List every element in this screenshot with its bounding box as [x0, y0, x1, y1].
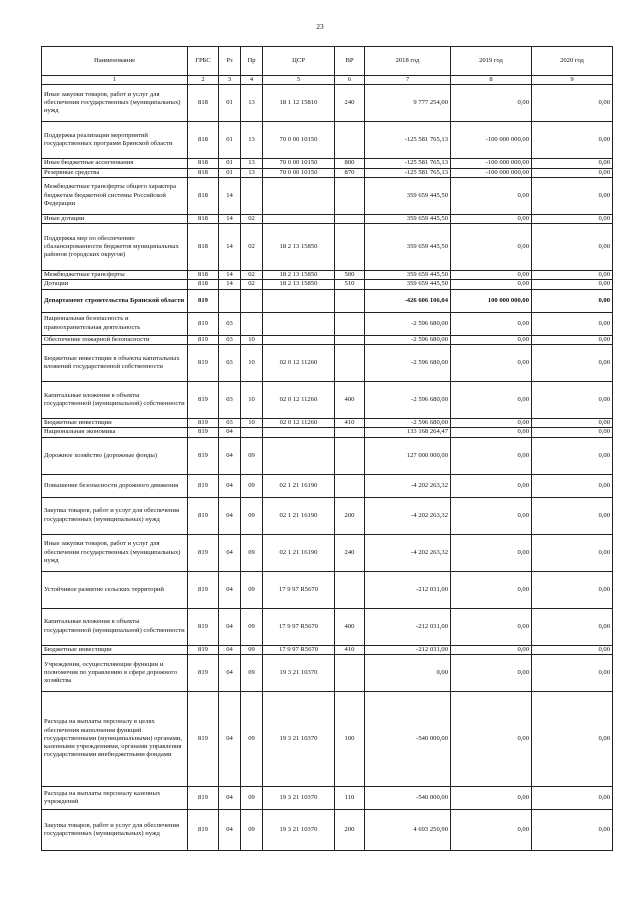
row-2020: 0,00	[532, 809, 613, 850]
row-2018: 4 693 250,90	[365, 809, 451, 850]
table-row	[42, 437, 613, 474]
row-2019: 0,00	[451, 419, 532, 428]
row-2019: 0,00	[451, 85, 532, 122]
row-2019: 0,00	[451, 786, 532, 809]
column-number: 3	[219, 76, 241, 85]
row-pr: 09	[241, 497, 263, 534]
row-vr	[335, 345, 365, 382]
row-csr: 18 2 13 15850	[263, 280, 335, 289]
row-rz: 04	[219, 691, 241, 786]
table-row	[42, 214, 613, 223]
row-2020: 0,00	[532, 280, 613, 289]
row-rz: 04	[219, 571, 241, 608]
row-2018: -125 581 765,13	[365, 122, 451, 159]
row-name: Повышение безопасности дорожного движения	[42, 474, 188, 497]
column-number: 2	[188, 76, 219, 85]
row-2018: 359 659 445,50	[365, 271, 451, 280]
row-name: Обеспечение пожарной безопасности	[42, 335, 188, 344]
row-name: Капитальные вложения в объекты государственной (муниципальной) собственности	[42, 608, 188, 645]
header-name: Наименование	[42, 47, 188, 76]
row-2019: 0,00	[451, 608, 532, 645]
row-name: Иные закупки товаров, работ и услуг для обеспечения государственных (муниципальных) нужд	[42, 85, 188, 122]
row-csr: 02 1 21 16190	[263, 534, 335, 571]
row-csr: 02 0 12 11260	[263, 419, 335, 428]
row-2020: 0,00	[532, 224, 613, 271]
row-vr: 400	[335, 608, 365, 645]
row-csr: 70 0 00 10150	[263, 159, 335, 168]
row-rz: 03	[219, 419, 241, 428]
row-2019: 0,00	[451, 280, 532, 289]
column-number: 9	[532, 76, 613, 85]
table-row	[42, 122, 613, 159]
row-pr	[241, 428, 263, 437]
row-vr: 110	[335, 786, 365, 809]
table-row	[42, 474, 613, 497]
row-csr	[263, 214, 335, 223]
row-rz: 14	[219, 224, 241, 271]
row-2018: -2 596 680,00	[365, 335, 451, 344]
row-name: Поддержка мер по обеспечению сбалансированности бюджетов муниципальных районов (городских округов)	[42, 224, 188, 271]
row-pr: 09	[241, 571, 263, 608]
table-row	[42, 312, 613, 335]
row-2018: -4 202 263,32	[365, 534, 451, 571]
row-csr	[263, 177, 335, 214]
row-grbs: 819	[188, 419, 219, 428]
row-grbs: 818	[188, 280, 219, 289]
row-grbs: 819	[188, 571, 219, 608]
row-2020: 0,00	[532, 654, 613, 691]
row-rz: 14	[219, 271, 241, 280]
row-2018: -2 596 680,00	[365, 312, 451, 335]
row-2018: -4 202 263,32	[365, 497, 451, 534]
table-row	[42, 809, 613, 850]
row-grbs: 818	[188, 271, 219, 280]
row-grbs: 819	[188, 534, 219, 571]
row-grbs: 819	[188, 382, 219, 419]
header-csr: ЦСР	[263, 47, 335, 76]
row-pr: 10	[241, 419, 263, 428]
row-csr: 18 2 13 15850	[263, 224, 335, 271]
row-name: Бюджетные инвестиции в объекты капитальных вложений государственной собственности	[42, 345, 188, 382]
row-vr: 400	[335, 382, 365, 419]
column-number: 5	[263, 76, 335, 85]
row-name: Дорожное хозяйство (дорожные фонды)	[42, 437, 188, 474]
row-vr: 410	[335, 645, 365, 654]
row-csr: 70 0 00 10150	[263, 122, 335, 159]
row-2020: 0,00	[532, 289, 613, 312]
row-name: Поддержка реализации мероприятий государственных программ Брянской области	[42, 122, 188, 159]
row-grbs: 819	[188, 345, 219, 382]
row-pr: 09	[241, 437, 263, 474]
row-csr: 02 1 21 16190	[263, 474, 335, 497]
row-rz: 14	[219, 177, 241, 214]
table-row	[42, 168, 613, 177]
row-2019: 0,00	[451, 645, 532, 654]
row-pr: 13	[241, 168, 263, 177]
row-pr: 09	[241, 645, 263, 654]
row-grbs: 819	[188, 437, 219, 474]
row-name: Капитальные вложения в объекты государственной (муниципальной) собственности	[42, 382, 188, 419]
row-vr	[335, 214, 365, 223]
row-2020: 0,00	[532, 345, 613, 382]
row-pr	[241, 177, 263, 214]
row-vr	[335, 122, 365, 159]
row-vr: 100	[335, 691, 365, 786]
row-vr: 200	[335, 809, 365, 850]
row-2020: 0,00	[532, 168, 613, 177]
row-2019: -100 000 000,00	[451, 122, 532, 159]
row-2018: -212 031,00	[365, 608, 451, 645]
row-2018: 359 659 445,50	[365, 280, 451, 289]
row-2019: 0,00	[451, 312, 532, 335]
row-rz: 04	[219, 474, 241, 497]
row-pr: 09	[241, 786, 263, 809]
row-vr: 240	[335, 85, 365, 122]
row-csr: 02 0 12 11260	[263, 382, 335, 419]
row-vr: 500	[335, 271, 365, 280]
row-grbs: 819	[188, 289, 219, 312]
table-row	[42, 691, 613, 786]
table-row	[42, 289, 613, 312]
row-2020: 0,00	[532, 312, 613, 335]
row-csr	[263, 312, 335, 335]
row-csr: 17 9 97 R5670	[263, 645, 335, 654]
row-2018: -540 000,00	[365, 691, 451, 786]
row-2019: -100 000 000,00	[451, 168, 532, 177]
row-csr	[263, 289, 335, 312]
row-name: Учреждения, осуществляющие функции и полномочия по управлению в сфере дорожного хозяйства	[42, 654, 188, 691]
header-2020: 2020 год	[532, 47, 613, 76]
row-grbs: 819	[188, 608, 219, 645]
budget-table	[41, 46, 613, 851]
header-grbs: ГРБС	[188, 47, 219, 76]
column-number: 1	[42, 76, 188, 85]
row-grbs: 819	[188, 428, 219, 437]
row-grbs: 818	[188, 85, 219, 122]
row-rz: 01	[219, 85, 241, 122]
row-rz: 03	[219, 345, 241, 382]
row-2020: 0,00	[532, 159, 613, 168]
row-2019: 0,00	[451, 497, 532, 534]
row-name: Устойчивое развитие сельских территорий	[42, 571, 188, 608]
column-number: 7	[365, 76, 451, 85]
row-2019: 0,00	[451, 335, 532, 344]
row-name: Межбюджетные трансферты общего характера бюджетам бюджетной системы Российской Федерации	[42, 177, 188, 214]
row-vr: 200	[335, 497, 365, 534]
row-rz	[219, 289, 241, 312]
column-number: 4	[241, 76, 263, 85]
row-2018: -2 596 680,00	[365, 419, 451, 428]
row-csr: 19 3 21 10370	[263, 786, 335, 809]
header-pr: Пр	[241, 47, 263, 76]
row-rz: 04	[219, 786, 241, 809]
row-csr: 02 1 21 16190	[263, 497, 335, 534]
table-row	[42, 786, 613, 809]
row-rz: 01	[219, 168, 241, 177]
row-2020: 0,00	[532, 335, 613, 344]
row-2018: -2 596 680,00	[365, 345, 451, 382]
row-grbs: 818	[188, 177, 219, 214]
row-2019: 0,00	[451, 214, 532, 223]
row-grbs: 818	[188, 224, 219, 271]
row-pr: 09	[241, 608, 263, 645]
row-2019: 0,00	[451, 691, 532, 786]
row-grbs: 819	[188, 645, 219, 654]
row-2019: -100 000 000,00	[451, 159, 532, 168]
table-row	[42, 85, 613, 122]
row-pr: 02	[241, 280, 263, 289]
row-rz: 04	[219, 437, 241, 474]
row-csr	[263, 437, 335, 474]
row-grbs: 818	[188, 159, 219, 168]
row-name: Иные дотации	[42, 214, 188, 223]
table-row	[42, 571, 613, 608]
row-2020: 0,00	[532, 271, 613, 280]
row-vr	[335, 654, 365, 691]
table-row	[42, 345, 613, 382]
row-2020: 0,00	[532, 497, 613, 534]
row-2018: 359 659 445,50	[365, 214, 451, 223]
row-pr: 10	[241, 345, 263, 382]
row-2019: 0,00	[451, 382, 532, 419]
table-row	[42, 645, 613, 654]
row-2018: 133 168 264,47	[365, 428, 451, 437]
row-2019: 100 000 000,00	[451, 289, 532, 312]
row-2019: 0,00	[451, 345, 532, 382]
row-pr: 13	[241, 85, 263, 122]
row-pr: 10	[241, 382, 263, 419]
row-csr: 02 0 12 11260	[263, 345, 335, 382]
row-2018: -125 581 765,13	[365, 168, 451, 177]
table-row	[42, 177, 613, 214]
table-body	[42, 85, 613, 851]
row-2019: 0,00	[451, 654, 532, 691]
column-number-row	[42, 76, 613, 85]
row-grbs: 818	[188, 122, 219, 159]
page-number: 23	[316, 22, 324, 31]
row-2020: 0,00	[532, 382, 613, 419]
row-grbs: 819	[188, 474, 219, 497]
row-name: Национальная экономика	[42, 428, 188, 437]
row-vr	[335, 224, 365, 271]
row-name: Бюджетные инвестиции	[42, 645, 188, 654]
row-2020: 0,00	[532, 437, 613, 474]
row-2020: 0,00	[532, 428, 613, 437]
row-2019: 0,00	[451, 474, 532, 497]
row-vr: 510	[335, 280, 365, 289]
row-csr: 17 9 97 R5670	[263, 608, 335, 645]
row-rz: 04	[219, 645, 241, 654]
row-2020: 0,00	[532, 85, 613, 122]
table-row	[42, 280, 613, 289]
header-2018: 2018 год	[365, 47, 451, 76]
table-row	[42, 271, 613, 280]
row-pr: 09	[241, 809, 263, 850]
row-pr: 09	[241, 474, 263, 497]
row-vr	[335, 177, 365, 214]
row-rz: 04	[219, 534, 241, 571]
row-2019: 0,00	[451, 571, 532, 608]
row-name: Бюджетные инвестиции	[42, 419, 188, 428]
row-pr: 02	[241, 271, 263, 280]
row-vr: 240	[335, 534, 365, 571]
row-vr	[335, 428, 365, 437]
row-grbs: 819	[188, 691, 219, 786]
row-rz: 03	[219, 335, 241, 344]
row-vr: 410	[335, 419, 365, 428]
table-row	[42, 428, 613, 437]
row-rz: 14	[219, 214, 241, 223]
row-pr: 10	[241, 335, 263, 344]
row-2020: 0,00	[532, 214, 613, 223]
row-2020: 0,00	[532, 691, 613, 786]
row-2018: -4 202 263,32	[365, 474, 451, 497]
row-2019: 0,00	[451, 809, 532, 850]
row-grbs: 818	[188, 214, 219, 223]
row-rz: 14	[219, 280, 241, 289]
row-name: Расходы на выплаты персоналу казенных учреждений	[42, 786, 188, 809]
row-grbs: 819	[188, 335, 219, 344]
row-name: Межбюджетные трансферты	[42, 271, 188, 280]
row-vr: 800	[335, 159, 365, 168]
row-vr	[335, 312, 365, 335]
table-row	[42, 159, 613, 168]
table-row	[42, 654, 613, 691]
table-row	[42, 419, 613, 428]
row-2018: 0,00	[365, 654, 451, 691]
row-2019: 0,00	[451, 534, 532, 571]
row-2018: -2 596 680,00	[365, 382, 451, 419]
header-2019: 2019 год	[451, 47, 532, 76]
row-name: Расходы на выплаты персоналу в целях обеспечения выполнения функций государственными (муниципальными) органами, казенными учреждениями, органами управления государственными внебюджетными фондами	[42, 691, 188, 786]
row-2020: 0,00	[532, 608, 613, 645]
row-vr	[335, 571, 365, 608]
row-2020: 0,00	[532, 645, 613, 654]
row-2018: -426 606 106,04	[365, 289, 451, 312]
row-2019: 0,00	[451, 428, 532, 437]
row-name: Дотации	[42, 280, 188, 289]
row-csr: 70 0 00 10150	[263, 168, 335, 177]
row-grbs: 819	[188, 809, 219, 850]
row-csr: 17 9 97 R5670	[263, 571, 335, 608]
row-2018: 359 659 445,50	[365, 224, 451, 271]
row-rz: 01	[219, 122, 241, 159]
row-name: Национальная безопасность и правоохранительная деятельность	[42, 312, 188, 335]
row-2018: -212 031,00	[365, 645, 451, 654]
row-pr: 13	[241, 159, 263, 168]
row-2019: 0,00	[451, 224, 532, 271]
row-2018: -212 031,00	[365, 571, 451, 608]
row-pr: 09	[241, 534, 263, 571]
row-name: Департамент строительства Брянской области	[42, 289, 188, 312]
row-grbs: 818	[188, 168, 219, 177]
table-row	[42, 608, 613, 645]
table-row	[42, 497, 613, 534]
column-number: 6	[335, 76, 365, 85]
row-pr: 09	[241, 691, 263, 786]
row-vr: 870	[335, 168, 365, 177]
table-row	[42, 382, 613, 419]
row-name: Закупка товаров, работ и услуг для обеспечения государственных (муниципальных) нужд	[42, 497, 188, 534]
row-rz: 04	[219, 428, 241, 437]
row-2019: 0,00	[451, 271, 532, 280]
row-2020: 0,00	[532, 122, 613, 159]
row-csr: 18 1 12 15810	[263, 85, 335, 122]
row-csr: 19 3 21 10370	[263, 691, 335, 786]
table-header-row	[42, 47, 613, 76]
row-grbs: 819	[188, 654, 219, 691]
row-2018: -125 581 765,13	[365, 159, 451, 168]
row-vr	[335, 474, 365, 497]
row-2019: 0,00	[451, 177, 532, 214]
row-csr	[263, 335, 335, 344]
row-rz: 04	[219, 608, 241, 645]
row-2018: 9 777 254,00	[365, 85, 451, 122]
row-2020: 0,00	[532, 177, 613, 214]
row-rz: 04	[219, 497, 241, 534]
row-vr	[335, 437, 365, 474]
row-2018: -540 000,00	[365, 786, 451, 809]
row-2018: 359 659 445,50	[365, 177, 451, 214]
row-2020: 0,00	[532, 571, 613, 608]
row-grbs: 819	[188, 786, 219, 809]
row-name: Иные закупки товаров, работ и услуг для обеспечения государственных (муниципальных) нужд	[42, 534, 188, 571]
table-row	[42, 335, 613, 344]
header-rz: Рз	[219, 47, 241, 76]
row-2020: 0,00	[532, 419, 613, 428]
row-name: Резервные средства	[42, 168, 188, 177]
row-rz: 01	[219, 159, 241, 168]
row-2018: 127 000 000,00	[365, 437, 451, 474]
row-2020: 0,00	[532, 534, 613, 571]
row-csr: 19 3 21 10370	[263, 654, 335, 691]
row-rz: 03	[219, 312, 241, 335]
row-grbs: 819	[188, 312, 219, 335]
row-vr	[335, 289, 365, 312]
row-2020: 0,00	[532, 474, 613, 497]
row-rz: 03	[219, 382, 241, 419]
row-name: Закупка товаров, работ и услуг для обеспечения государственных (муниципальных) нужд	[42, 809, 188, 850]
row-rz: 04	[219, 809, 241, 850]
row-csr: 19 3 21 10370	[263, 809, 335, 850]
header-vr: ВР	[335, 47, 365, 76]
row-pr	[241, 289, 263, 312]
row-pr: 02	[241, 214, 263, 223]
row-pr: 02	[241, 224, 263, 271]
row-csr: 18 2 13 15850	[263, 271, 335, 280]
table-row	[42, 534, 613, 571]
row-csr	[263, 428, 335, 437]
row-2020: 0,00	[532, 786, 613, 809]
table-row	[42, 224, 613, 271]
row-pr: 13	[241, 122, 263, 159]
row-pr	[241, 312, 263, 335]
row-2019: 0,00	[451, 437, 532, 474]
row-vr	[335, 335, 365, 344]
row-pr: 09	[241, 654, 263, 691]
column-number: 8	[451, 76, 532, 85]
row-grbs: 819	[188, 497, 219, 534]
row-rz: 04	[219, 654, 241, 691]
row-name: Иные бюджетные ассигнования	[42, 159, 188, 168]
